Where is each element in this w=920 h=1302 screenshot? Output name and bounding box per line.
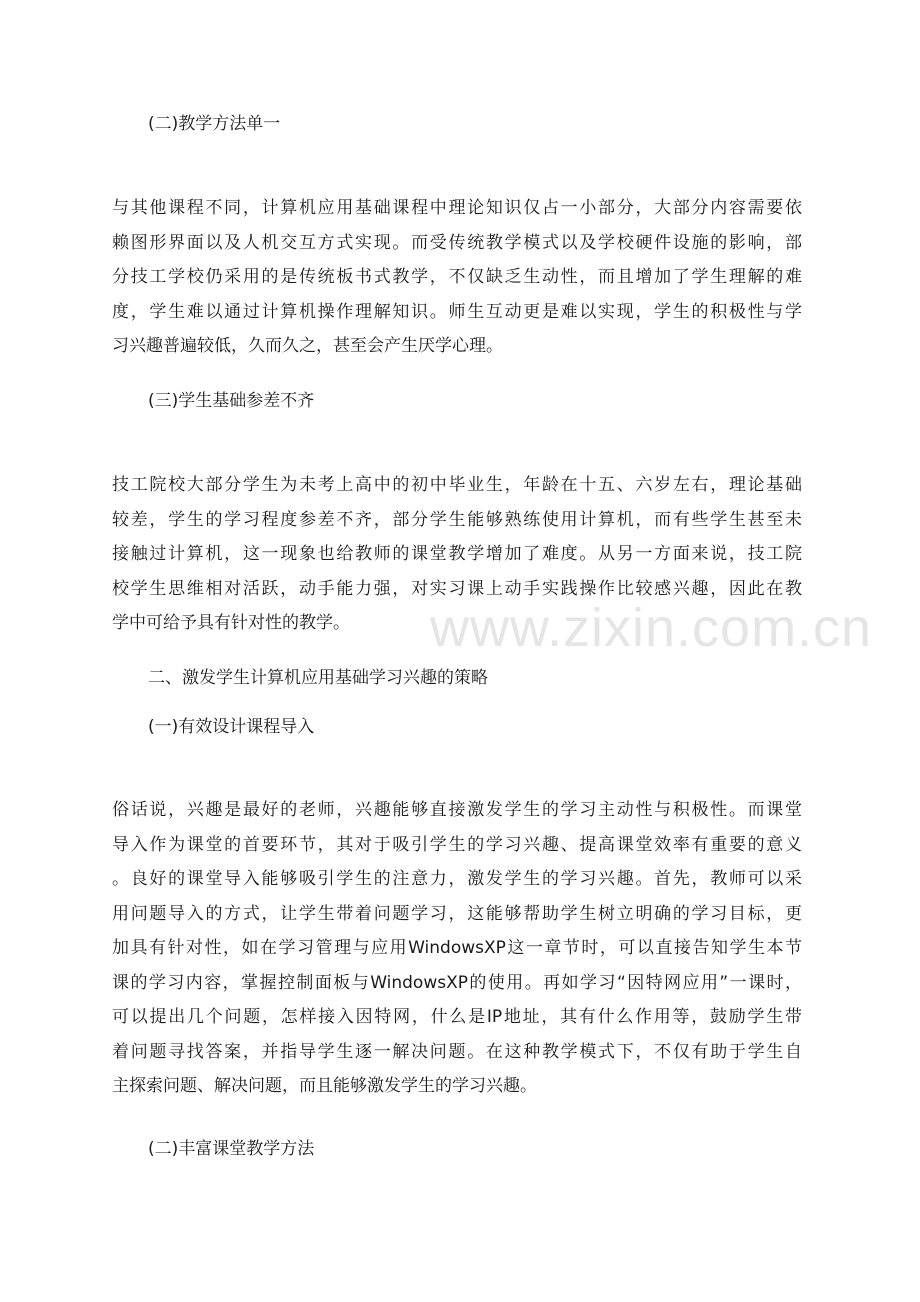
paragraph-line: 俗话说，兴趣是最好的老师，兴趣能够直接激发学生的学习主动性与积极性。而课堂 (112, 800, 802, 820)
paragraph-line: 课的学习内容，掌握控制面板与WindowsXP的使用。再如学习“因特网应用”一课时， (112, 972, 802, 993)
section-heading-course-intro: (一)有效设计课程导入 (148, 717, 315, 737)
section-heading-teaching-methods: (二)丰富课堂教学方法 (148, 1139, 315, 1159)
section-heading-student-basis: (三)学生基础参差不齐 (148, 391, 315, 411)
paragraph-line: 较差，学生的学习程度参差不齐，部分学生能够熟练使用计算机，而有些学生甚至未 (112, 509, 802, 530)
paragraph-line: 习兴趣普遍较低，久而久之，甚至会产生厌学心理。 (112, 336, 503, 356)
chapter-heading-strategies: 二、激发学生计算机应用基础学习兴趣的策略 (148, 668, 488, 688)
paragraph-line: 学中可给予具有针对性的教学。 (112, 613, 350, 633)
watermark: www.zixin.com.cn (430, 598, 873, 658)
paragraph-line: 接触过计算机，这一现象也给教师的课堂教学增加了难度。从另一方面来说，技工院 (112, 544, 802, 564)
paragraph-line: 与其他课程不同，计算机应用基础课程中理论知识仅占一小部分，大部分内容需要依 (112, 198, 802, 218)
paragraph-line: 分技工学校仍采用的是传统板书式教学，不仅缺乏生动性，而且增加了学生理解的难 (112, 267, 802, 287)
paragraph-course-intro (112, 793, 802, 1104)
paragraph-line: 校学生思维相对活跃，动手能力强，对实习课上动手实践操作比较感兴趣，因此在教 (112, 578, 802, 599)
paragraph-line: 着问题寻找答案，并指导学生逐一解决问题。在这种教学模式下，不仅有助于学生自 (112, 1041, 802, 1062)
paragraph-line: 赖图形界面以及人机交互方式实现。而受传统教学模式以及学校硬件设施的影响，部 (112, 232, 802, 253)
paragraph-teaching-method (112, 191, 802, 364)
paragraph-line: 加具有针对性，如在学习管理与应用WindowsXP这一章节时，可以直接告知学生本节 (112, 938, 802, 958)
paragraph-line: 用问题导入的方式，让学生带着问题学习，这能够帮助学生树立明确的学习目标，更 (112, 903, 802, 924)
paragraph-line: 主探索问题、解决问题，而且能够激发学生的学习兴趣。 (112, 1076, 537, 1096)
paragraph-line: 导入作为课堂的首要环节，其对于吸引学生的学习兴趣、提高课堂效率有重要的意义 (112, 834, 802, 855)
paragraph-line: 。良好的课堂导入能够吸引学生的注意力，激发学生的学习兴趣。首先，教师可以采 (112, 869, 802, 889)
section-heading-teaching-method: (二)教学方法单一 (148, 114, 281, 134)
paragraph-line: 可以提出几个问题，怎样接入因特网，什么是IP地址，其有什么作用等，鼓励学生带 (112, 1007, 802, 1027)
paragraph-line: 技工院校大部分学生为未考上高中的初中毕业生，年龄在十五、六岁左右，理论基础 (112, 475, 802, 495)
paragraph-student-basis (112, 468, 802, 641)
paragraph-line: 度，学生难以通过计算机操作理解知识。师生互动更是难以实现，学生的积极性与学 (112, 301, 802, 322)
